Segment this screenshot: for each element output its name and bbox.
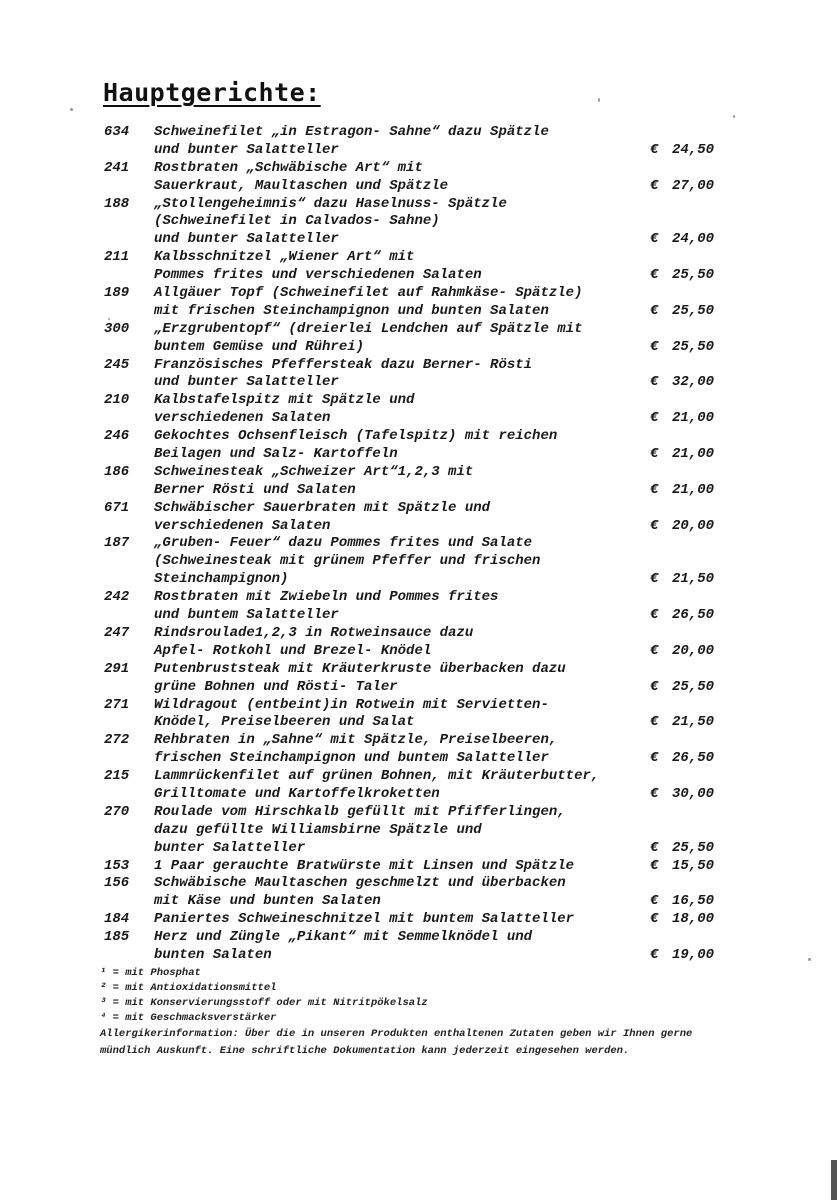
menu-list [100,124,740,965]
menu-item [100,124,740,160]
menu-item-line [100,518,740,536]
menu-item [100,249,740,285]
menu-item [100,428,740,464]
currency-symbol: € [650,893,659,910]
page-title: Hauptgerichte: [103,78,321,107]
currency-symbol: € [650,446,659,463]
menu-item-description: Sauerkraut, Maultaschen und Spätzle [154,177,449,194]
menu-item-number: 245 [104,356,130,373]
menu-item-description: Schweinesteak „Schweizer Art“1,2,3 mit [154,463,474,480]
menu-item-number: 215 [104,768,130,785]
menu-item-price [650,750,720,768]
price-value: 20,00 [672,517,715,534]
menu-item-number: 272 [104,732,130,749]
menu-item-description: „Gruben- Feuer“ dazu Pommes frites und Salate [154,535,533,552]
price-value: 26,50 [672,750,715,767]
menu-item-number: 241 [104,159,130,176]
currency-symbol: € [650,374,659,391]
menu-item-description: Steinchampignon) [154,571,289,588]
menu-item-description: Grilltomate und Kartoffelkroketten [154,785,440,802]
currency-symbol: € [650,714,659,731]
menu-item-line [100,625,740,643]
menu-item-description: und bunter Salatteller [154,374,339,391]
menu-item-description: bunter Salatteller [154,839,306,856]
currency-symbol: € [650,517,659,534]
menu-item-line [100,267,740,285]
menu-item-description: Pommes frites und verschiedenen Salaten [154,267,482,284]
menu-item-description: Rindsroulade1,2,3 in Rotweinsauce dazu [154,624,474,641]
menu-item-line [100,196,740,214]
price-value: 27,00 [672,177,715,194]
menu-item-price [650,840,720,858]
menu-item [100,732,740,768]
menu-item [100,500,740,536]
menu-item-price [650,446,720,464]
menu-item-price [650,142,720,160]
menu-item [100,768,740,804]
menu-item-line [100,428,740,446]
menu-item-description: Gekochtes Ochsenfleisch (Tafelspitz) mit reichen [154,428,558,445]
menu-item-line [100,589,740,607]
price-value: 30,00 [672,785,715,802]
menu-item-description: buntem Gemüse und Rührei) [154,338,365,355]
footnote: ² = mit Antioxidationsmittel [100,982,277,994]
currency-symbol: € [650,571,659,588]
menu-item-description: Putenbruststeak mit Kräuterkruste überbacken dazu [154,660,566,677]
menu-item-line [100,571,740,589]
menu-item-description: dazu gefüllte Williamsbirne Spätzle und [154,821,482,838]
menu-item [100,392,740,428]
menu-item-line [100,464,740,482]
menu-item-line [100,911,740,929]
menu-item [100,911,740,929]
menu-item-description: Schweinefilet „in Estragon- Sahne“ dazu Spätzle [154,124,549,140]
menu-item-number: 634 [104,124,130,140]
price-value: 26,50 [672,607,715,624]
price-value: 21,50 [672,571,715,588]
menu-item-description: Rehbraten in „Sahne“ mit Spätzle, Preiselbeeren, [154,732,558,749]
menu-item [100,321,740,357]
menu-item-price [650,893,720,911]
menu-item-line [100,947,740,965]
menu-item-description: Beilagen und Salz- Kartoffeln [154,446,398,463]
menu-item-description: mit Käse und bunten Salaten [154,893,381,910]
currency-symbol: € [650,857,659,874]
menu-item-line [100,160,740,178]
currency-symbol: € [650,946,659,963]
menu-item-description: Kalbsschnitzel „Wiener Art“ mit [154,249,415,266]
menu-item-line [100,607,740,625]
menu-item-number: 188 [104,195,130,212]
menu-item-description: verschiedenen Salaten [154,410,331,427]
menu-item-price [650,643,720,661]
menu-item-description: bunten Salaten [154,946,272,963]
price-value: 21,00 [672,410,715,427]
menu-item-price [650,786,720,804]
price-value: 21,50 [672,714,715,731]
menu-item-line [100,875,740,893]
menu-item-price [650,178,720,196]
menu-item-description: (Schweinefilet in Calvados- Sahne) [154,213,440,230]
menu-item-price [650,571,720,589]
menu-item-description: verschiedenen Salaten [154,517,331,534]
price-value: 24,00 [672,231,715,248]
menu-item-price [650,911,720,929]
menu-item-number: 671 [104,499,130,516]
price-value: 15,50 [672,857,715,874]
menu-item [100,589,740,625]
menu-item-line [100,392,740,410]
menu-item-line [100,500,740,518]
menu-item-number: 291 [104,660,130,677]
price-value: 25,50 [672,678,715,695]
menu-item-price [650,679,720,697]
menu-item-description: mit frischen Steinchampignon und bunten Salaten [154,302,549,319]
menu-item-line [100,535,740,553]
scan-speck [70,108,73,111]
menu-item-description: Allgäuer Topf (Schweinefilet auf Rahmkäse- Spätzle) [154,285,583,302]
currency-symbol: € [650,607,659,624]
price-value: 16,50 [672,893,715,910]
currency-symbol: € [650,338,659,355]
scan-speck [108,318,110,320]
menu-item-number: 242 [104,589,130,606]
menu-item-line [100,714,740,732]
menu-item-line [100,822,740,840]
menu-item-description: Schwäbische Maultaschen geschmelzt und überbacken [154,875,566,892]
menu-item-line [100,213,740,231]
price-value: 18,00 [672,911,715,928]
menu-item-description: Berner Rösti und Salaten [154,481,356,498]
menu-item-number: 156 [104,875,130,892]
menu-item-price [650,339,720,357]
menu-item-price [650,303,720,321]
menu-item [100,858,740,876]
menu-item-description: Paniertes Schweineschnitzel mit buntem Salatteller [154,911,575,928]
menu-item-description: Herz und Züngle „Pikant“ mit Semmelknödel und [154,929,533,946]
menu-item-line [100,893,740,911]
menu-item-price [650,482,720,500]
footnotes [100,966,740,1059]
price-value: 25,50 [672,338,715,355]
menu-item-description: und bunter Salatteller [154,231,339,248]
menu-item [100,929,740,965]
menu-item-number: 153 [104,857,130,874]
menu-item-number: 185 [104,929,130,946]
menu-item [100,804,740,858]
currency-symbol: € [650,911,659,928]
menu-item-line [100,661,740,679]
price-value: 25,50 [672,839,715,856]
menu-item-line [100,410,740,428]
scan-speck [808,958,811,961]
footnote: ¹ = mit Phosphat [100,967,201,979]
menu-item-line [100,231,740,249]
menu-item-number: 271 [104,696,130,713]
menu-item-price [650,410,720,428]
menu-item [100,160,740,196]
menu-item-line [100,643,740,661]
menu-item-description: grüne Bohnen und Rösti- Taler [154,678,398,695]
menu-item-description: Kalbstafelspitz mit Spätzle und [154,392,415,409]
menu-item-description: Knödel, Preiselbeeren und Salat [154,714,415,731]
menu-item [100,661,740,697]
menu-item-description: Schwäbischer Sauerbraten mit Spätzle und [154,499,491,516]
price-value: 25,50 [672,302,715,319]
menu-item-description: Apfel- Rotkohl und Brezel- Knödel [154,642,432,659]
menu-item-description: und bunter Salatteller [154,141,339,158]
menu-item-description: Rostbraten mit Zwiebeln und Pommes frites [154,589,499,606]
menu-item-price [650,714,720,732]
price-value: 19,00 [672,946,715,963]
menu-item-description: (Schweinesteak mit grünem Pfeffer und frischen [154,553,541,570]
menu-item-line [100,124,740,142]
menu-item-description: 1 Paar gerauchte Bratwürste mit Linsen und Spätzle [154,857,575,874]
currency-symbol: € [650,141,659,158]
menu-item-line [100,929,740,947]
menu-item-price [650,947,720,965]
menu-item-description: Rostbraten „Schwäbische Art“ mit [154,159,423,176]
menu-item-description: „Erzgrubentopf“ (dreierlei Lendchen auf Spätzle mit [154,320,583,337]
price-value: 32,00 [672,374,715,391]
menu-item-description: frischen Steinchampignon und buntem Salatteller [154,750,549,767]
menu-item-description: Wildragout (entbeint)in Rotwein mit Servietten- [154,696,549,713]
menu-item [100,625,740,661]
menu-item-line [100,249,740,267]
menu-item-line [100,321,740,339]
menu-item-number: 247 [104,624,130,641]
menu-item-price [650,267,720,285]
currency-symbol: € [650,410,659,427]
menu-item-line [100,303,740,321]
menu-item-price [650,607,720,625]
menu-item [100,357,740,393]
menu-item-description: „Stollengeheimnis“ dazu Haselnuss- Spätzle [154,195,507,212]
menu-item [100,697,740,733]
scan-speck [598,98,600,102]
menu-item-line [100,142,740,160]
menu-item-number: 246 [104,428,130,445]
menu-item-number: 189 [104,285,130,302]
menu-item [100,535,740,589]
menu-item-description: Französisches Pfeffersteak dazu Berner- Rösti [154,356,533,373]
menu-item-line [100,840,740,858]
menu-item-description: Roulade vom Hirschkalb gefüllt mit Pfifferlingen, [154,803,566,820]
scan-edge [831,1160,837,1200]
currency-symbol: € [650,642,659,659]
allergy-info: Allergikerinformation: Über die in unseren Produkten enthaltenen Zutaten geben wir Ihnen gerne mündlich Auskunft. Eine schriftliche Dokumentation kann jederzeit eingesehen werden. [100,1028,693,1057]
menu-item-line [100,178,740,196]
menu-item-number: 270 [104,803,130,820]
menu-item-description: Lammrückenfilet auf grünen Bohnen, mit Kräuterbutter, [154,768,600,785]
menu-item-number: 186 [104,463,130,480]
menu-item-line [100,750,740,768]
price-value: 20,00 [672,642,715,659]
menu-item-line [100,768,740,786]
price-value: 25,50 [672,267,715,284]
menu-item-line [100,446,740,464]
menu-item-number: 187 [104,535,130,552]
menu-item-price [650,374,720,392]
menu-item-description: und buntem Salatteller [154,607,339,624]
scan-speck [733,115,735,118]
price-value: 24,50 [672,141,715,158]
price-value: 21,00 [672,481,715,498]
currency-symbol: € [650,481,659,498]
menu-item-line [100,858,740,876]
currency-symbol: € [650,267,659,284]
menu-item-line [100,732,740,750]
menu-item [100,875,740,911]
currency-symbol: € [650,839,659,856]
currency-symbol: € [650,678,659,695]
menu-item-line [100,804,740,822]
menu-item [100,196,740,250]
menu-item-line [100,285,740,303]
menu-item-line [100,553,740,571]
menu-item-number: 184 [104,911,130,928]
footnote: ⁴ = mit Geschmacksverstärker [100,1012,277,1024]
menu-item-line [100,339,740,357]
currency-symbol: € [650,231,659,248]
menu-item-line [100,374,740,392]
menu-item-line [100,786,740,804]
currency-symbol: € [650,177,659,194]
menu-item-number: 210 [104,392,130,409]
menu-item-price [650,858,720,876]
menu-item-price [650,231,720,249]
menu-item-line [100,679,740,697]
menu-item [100,464,740,500]
menu-item [100,285,740,321]
menu-item-price [650,518,720,536]
currency-symbol: € [650,302,659,319]
menu-item-line [100,357,740,375]
menu-item-line [100,482,740,500]
menu-item-number: 211 [104,249,130,266]
menu-item-line [100,697,740,715]
price-value: 21,00 [672,446,715,463]
menu-item-number: 300 [104,320,130,337]
footnote: ³ = mit Konservierungsstoff oder mit Nitritpökelsalz [100,997,428,1009]
currency-symbol: € [650,785,659,802]
currency-symbol: € [650,750,659,767]
